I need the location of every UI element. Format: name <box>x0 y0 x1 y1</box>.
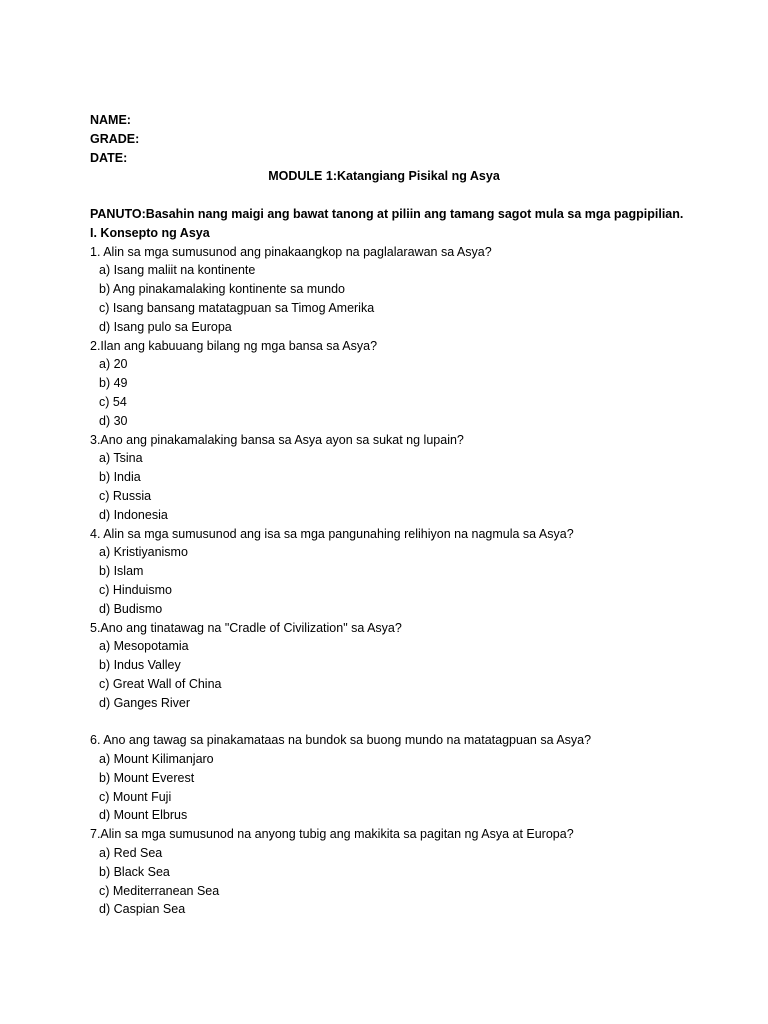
document-content <box>90 111 690 919</box>
question-7 <box>90 825 690 919</box>
question-2 <box>90 337 690 431</box>
choice-a: a) Tsina <box>99 451 143 466</box>
date-label: DATE: <box>90 150 128 165</box>
choice-b: b) Indus Valley <box>99 658 181 673</box>
choice-b: b) Islam <box>99 564 144 579</box>
question-3 <box>90 431 690 525</box>
question-text: 7.Alin sa mga sumusunod na anyong tubig ang makikita sa pagitan ng Asya at Europa? <box>90 827 574 842</box>
choice-d: d) Mount Elbrus <box>99 808 188 823</box>
choice-c: c) Hinduismo <box>99 582 172 597</box>
spacer <box>90 186 690 205</box>
choice-d: d) Isang pulo sa Europa <box>99 319 232 334</box>
question-4 <box>90 525 690 619</box>
choice-a: a) 20 <box>99 357 128 372</box>
choice-a: a) Isang maliit na kontinente <box>99 263 256 278</box>
question-text: 1. Alin sa mga sumusunod ang pinakaangkop na paglalarawan sa Asya? <box>90 244 492 259</box>
question-1 <box>90 243 690 337</box>
module-title: MODULE 1:Katangiang Pisikal ng Asya <box>268 169 500 184</box>
choice-c: c) Isang bansang matatagpuan sa Timog Amerika <box>99 300 375 315</box>
question-5 <box>90 619 690 713</box>
grade-label: GRADE: <box>90 131 140 146</box>
choice-a: a) Red Sea <box>99 846 163 861</box>
choice-b: b) 49 <box>99 376 128 391</box>
choice-c: c) Mount Fuji <box>99 789 172 804</box>
question-6 <box>90 731 690 825</box>
choice-c: c) Great Wall of China <box>99 676 222 691</box>
choice-b: b) Black Sea <box>99 864 170 879</box>
choice-b: b) Mount Everest <box>99 770 195 785</box>
instructions: PANUTO:Basahin nang maigi ang bawat tanong at piliin ang tamang sagot mula sa mga pagpipilian. <box>90 206 684 221</box>
choice-b: b) Ang pinakamalaking kontinente sa mundo <box>99 282 345 297</box>
section-title: I. Konsepto ng Asya <box>90 225 210 240</box>
choice-a: a) Mount Kilimanjaro <box>99 752 214 767</box>
choice-d: d) Caspian Sea <box>99 902 186 917</box>
choice-a: a) Kristiyanismo <box>99 545 188 560</box>
choice-c: c) 54 <box>99 394 127 409</box>
name-label: NAME: <box>90 113 131 127</box>
choice-c: c) Russia <box>99 488 152 503</box>
choice-d: d) Indonesia <box>99 507 168 522</box>
choice-d: d) 30 <box>99 413 128 428</box>
choice-d: d) Ganges River <box>99 695 191 710</box>
question-text: 4. Alin sa mga sumusunod ang isa sa mga pangunahing relihiyon na nagmula sa Asya? <box>90 526 574 541</box>
question-text: 3.Ano ang pinakamalaking bansa sa Asya ayon sa sukat ng lupain? <box>90 432 464 447</box>
choice-c: c) Mediterranean Sea <box>99 883 220 898</box>
choice-d: d) Budismo <box>99 601 163 616</box>
choice-a: a) Mesopotamia <box>99 639 189 654</box>
spacer <box>90 713 690 732</box>
question-text: 6. Ano ang tawag sa pinakamataas na bundok sa buong mundo na matatagpuan sa Asya? <box>90 733 592 748</box>
question-text: 5.Ano ang tinatawag na "Cradle of Civilization" sa Asya? <box>90 620 402 635</box>
question-text: 2.Ilan ang kabuuang bilang ng mga bansa sa Asya? <box>90 338 378 353</box>
choice-b: b) India <box>99 470 141 485</box>
